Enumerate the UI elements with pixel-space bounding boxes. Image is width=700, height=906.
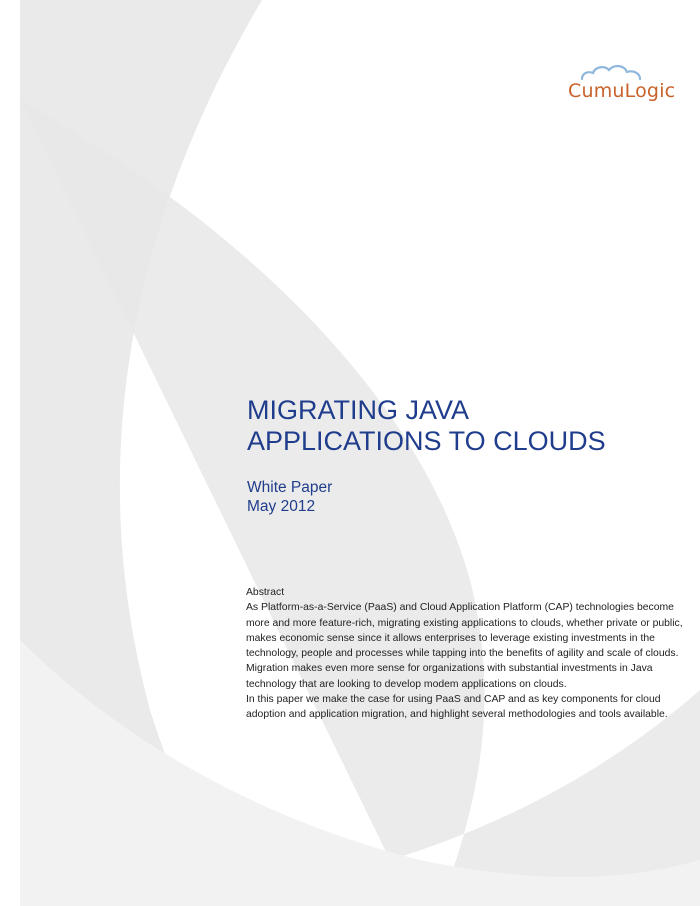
document-type: White Paper bbox=[247, 479, 333, 496]
logo-text: CumuLogic bbox=[568, 80, 676, 102]
abstract-paragraph-1: As Platform-as-a-Service (PaaS) and Cloud Application Platform (CAP) technologies become more and more feature-rich, migrating existing applications to clouds, whether private or public, makes economic sense since it allows enterprises to leverage existing investments in the technology, people and processes while tapping into the benefits of agility and scale of clouds. Migration makes even more sense for organizations with substantial investments in Java technology that are looking to develop modem applications on clouds. bbox=[246, 602, 683, 690]
document-date: May 2012 bbox=[247, 498, 316, 515]
cloud-icon bbox=[580, 62, 650, 82]
title-line-1: MIGRATING JAVA bbox=[247, 395, 470, 425]
abstract-heading: Abstract bbox=[246, 587, 285, 598]
abstract-section bbox=[246, 585, 686, 723]
cumulogic-logo bbox=[568, 62, 680, 104]
document-title bbox=[247, 395, 677, 457]
abstract-paragraph-2: In this paper we make the case for using PaaS and CAP and as key components for cloud adoption and application migration, and highlight several methodologies and tools available. bbox=[246, 694, 668, 721]
document-subtitle bbox=[247, 478, 332, 516]
title-line-2: APPLICATIONS TO CLOUDS bbox=[247, 426, 606, 456]
